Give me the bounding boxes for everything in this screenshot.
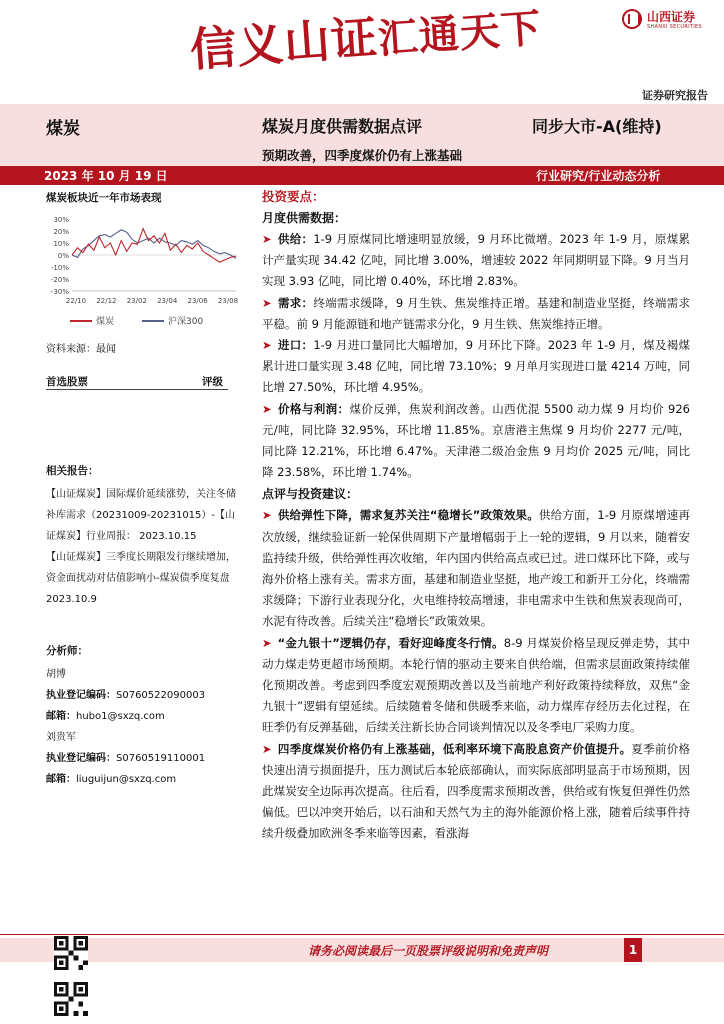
analyst-cert: 执业登记编码：S0760522090003	[46, 690, 206, 701]
analyst-email-link[interactable]: hubo1@sxzq.com	[76, 711, 165, 722]
y-tick-label: -10%	[50, 264, 69, 272]
sector-label: 煤炭	[46, 119, 80, 139]
chart-canvas	[40, 205, 240, 315]
chart-title: 煤炭板块近一年市场表现	[46, 192, 162, 204]
legend-label-hs300: 沪深300	[168, 317, 204, 327]
report-category: 行业研究/行业动态分析	[536, 169, 661, 183]
x-tick-label: 22/10	[65, 297, 87, 305]
price-profit-paragraph: ➤ 价格与利润：煤价反弹，焦炭利润改善。山西优混 5500 动力煤 9 月均价 926 元/吨，同比降 32.95%，环比增 11.85%。京唐港主焦煤 9 月均价 2277 元/吨，同比降 12.21%，环比增 6.47%。天津港二级冶金焦 9 月均价 2025 元/吨，同比降 23.58%，环比增 1.74%。	[262, 401, 691, 480]
y-tick-label: -20%	[50, 276, 69, 284]
footer-divider	[0, 934, 724, 935]
import-paragraph: ➤ 进口：1-9 月进口量同比大幅增加，9 月环比下降。2023 年 1-9 月，煤及褐煤累计进口量实现 3.48 亿吨，同比增 73.10%；9 月单月实现进口量 4214 万吨，同比增 27.50%，环比增 4.95%。	[262, 338, 690, 395]
analysts-list	[46, 664, 236, 790]
slogan-banner	[188, 0, 544, 80]
related-reports-list	[46, 484, 236, 610]
x-tick-label: 23/04	[157, 297, 178, 305]
arrow-bullet-icon: ➤	[262, 295, 272, 310]
arrow-bullet-icon: ➤	[262, 635, 272, 650]
broker-logo-icon	[622, 9, 642, 29]
legend-swatch-hs300	[142, 320, 164, 322]
analyst-name: 刘贵军	[46, 732, 76, 743]
x-tick-label: 22/12	[96, 297, 117, 305]
qr-code-icon	[54, 982, 88, 1016]
series-line-coal	[72, 229, 236, 263]
stock-column-label: 首选股票	[46, 376, 88, 388]
arrow-bullet-icon: ➤	[262, 741, 272, 756]
arrow-bullet-icon: ➤	[262, 232, 272, 246]
related-reports-heading: 相关报告：	[46, 465, 99, 477]
x-tick-label: 23/06	[187, 297, 208, 305]
disclaimer-notice[interactable]: 请务必阅读最后一页股票评级说明和免责声明	[308, 944, 549, 958]
analyst-email: 邮箱：hubo1@sxzq.com	[46, 711, 165, 722]
winter-outlook-paragraph: ➤ “金九银十”逻辑仍存，看好迎峰度冬行情。8-9 月煤炭价格呈现反弹走势，其中动力煤走势更超市场预期。本轮行情的驱动主要来自供给端，但需求层面政策持续催化预期改善。考虑到四季度宏观预期改善以及当前地产利好政策持续释放，双焦“金九银十”逻辑有望延续。后续随着冬储和供暖季来临，动力煤库存经历去化过程，在旺季仍有反弹基础，后续关注新长协合同谈判情况以及冬季电厂采购力度。	[262, 635, 691, 735]
y-tick-label: 20%	[53, 228, 69, 236]
arrow-bullet-icon: ➤	[262, 338, 272, 353]
broker-name-en: SHANXI SECURITIES	[647, 24, 702, 30]
y-tick-label: -30%	[50, 288, 69, 296]
y-tick-label: 10%	[53, 240, 69, 248]
analyst-name: 胡博	[46, 669, 66, 680]
invest-highlights-heading: 投资要点：	[262, 189, 325, 204]
main-content	[262, 187, 690, 845]
q4-price-paragraph: ➤ 四季度煤炭价格仍有上涨基础，低利率环境下高股息资产价值提升。夏季前价格快速出清亏损面提升，压力测试后本轮底部确认，而实际底部明显高于市场预期，因此煤炭安全边际再次提高。往后看，四季度需求预期改善，供给或有恢复但弹性仍然偏低。巴以冲突开始后，以石油和天然气为主的海外能源价格上涨，随着后续事件持续升级叠加欧洲冬季来临等因素，看涨海	[262, 741, 691, 841]
report-type: 证券研究报告	[642, 89, 708, 102]
review-heading: 点评与投资建议：	[262, 487, 359, 502]
related-report-item[interactable]: 【山证煤炭】国际煤价延续涨势，关注冬储补库需求（20231009-20231015）-【山证煤炭】行业周报： 2023.10.15	[46, 489, 236, 542]
demand-paragraph: ➤ 需求：终端需求缓降，9 月生铁、焦炭维持正增。基建和制造业坚挺，终端需求平稳。前 9 月能源链和地产链需求分化，9 月生铁、焦炭维持正增。	[262, 295, 690, 331]
page-number: 1	[624, 938, 642, 962]
x-tick-label: 23/02	[126, 297, 147, 305]
arrow-bullet-icon: ➤	[262, 401, 272, 416]
supply-paragraph: ➤ 供给：1-9 月原煤同比增速明显放缓，9 月环比微增。2023 年 1-9 月，原煤累计产量实现 34.42 亿吨，同比增 3.00%，增速较 2022 年同期明显下降。9 月当月实现 3.93 亿吨，同比增 0.40%，环比增 2.83%。	[262, 232, 690, 289]
monthly-data-heading: 月度供需数据：	[262, 211, 347, 225]
analysts-heading: 分析师：	[46, 645, 88, 657]
slogan-part-b: 汇通天下	[376, 4, 544, 63]
legend-label-coal: 煤炭	[96, 317, 115, 327]
analyst-cert: 执业登记编码：S0760519110001	[46, 753, 206, 764]
chart-source: 资料来源：最闻	[46, 344, 116, 355]
y-tick-label: 0%	[57, 252, 69, 260]
y-tick-label: 30%	[53, 216, 69, 224]
slogan-part-a: 信义山证	[188, 9, 380, 77]
chart-legend	[70, 314, 250, 328]
analyst-email: 邮箱：liuguijun@sxzq.com	[46, 774, 177, 785]
arrow-bullet-icon: ➤	[262, 508, 272, 523]
x-tick-label: 23/08	[217, 297, 239, 305]
broker-logo	[622, 7, 722, 33]
legend-swatch-coal	[70, 320, 92, 322]
analyst-email-link[interactable]: liuguijun@sxzq.com	[76, 774, 177, 785]
market-performance-chart	[40, 205, 240, 330]
industry-rating: 同步大市-A(维持)	[532, 117, 662, 136]
broker-name-cn: 山西证券	[647, 10, 696, 24]
report-subtitle: 预期改善，四季度煤价仍有上涨基础	[262, 148, 463, 163]
preferred-stocks-header	[46, 374, 228, 390]
report-date: 2023 年 10 月 19 日	[44, 169, 168, 183]
qr-code-icon	[54, 936, 88, 970]
related-report-item[interactable]: 【山证煤炭】三季度长期限发行继续增加，资金面扰动对估值影响小-煤炭债季度复盘 2023.10.9	[46, 552, 236, 605]
rating-column-label: 评级	[202, 376, 223, 388]
report-title: 煤炭月度供需数据点评	[262, 117, 423, 136]
supply-elasticity-paragraph: ➤ 供给弹性下降，需求复苏关注“稳增长”政策效果。供给方面，1-9 月原煤增速再次放缓，继续验证新一轮保供周期下产量增幅弱于上一轮的逻辑，9 月以来，随着安监持续升级，供给弹性再次收缩，年内国内供给高点或已过。进口煤环比下降，或与海外价格上涨有关。需求方面，基建和制造业坚挺，地产竣工和新开工分化，终端需求缓降；下游行业表现分化，火电维持较高增速，非电需求中生铁和焦炭表现尚可，水泥有待改善。后续关注“稳增长”政策效果。	[262, 508, 690, 629]
